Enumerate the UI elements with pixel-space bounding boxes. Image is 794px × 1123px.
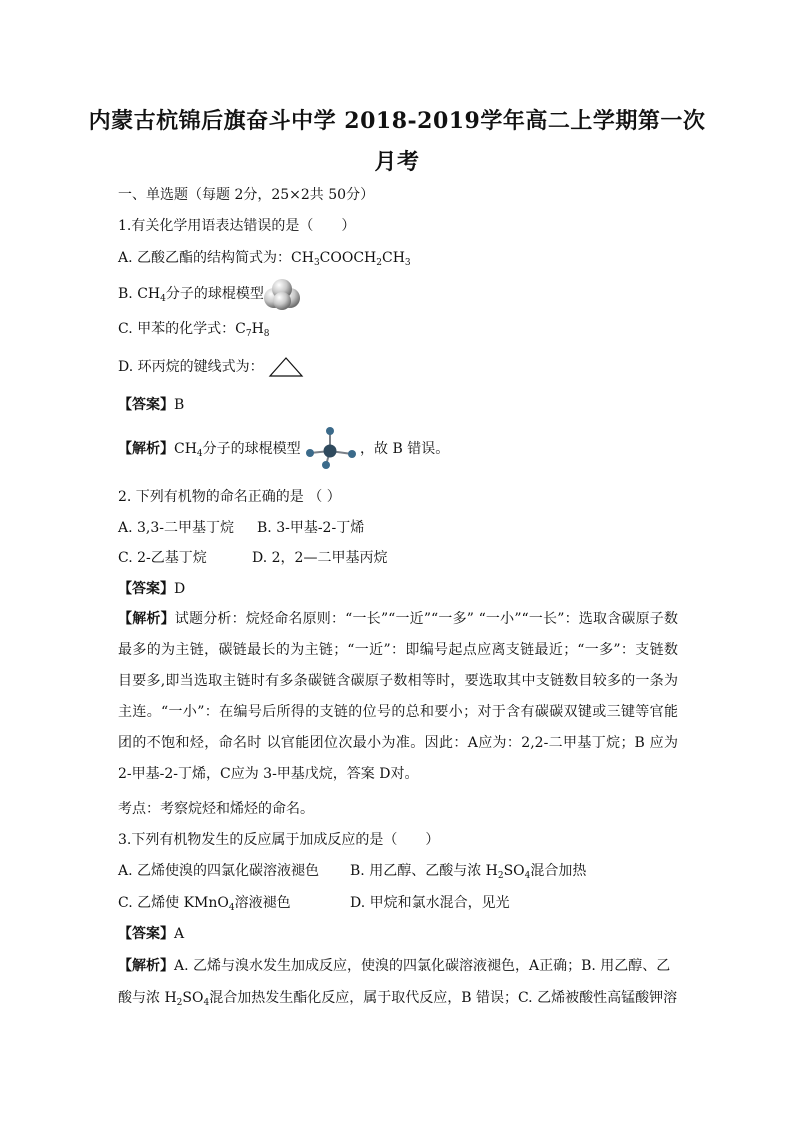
- section-heading: 一、单选题（每题 2分，25×2共 50分）: [118, 187, 375, 203]
- document-title-line1: 内蒙古杭锦后旗奋斗中学 2018-2019学年高二上学期第一次: [88, 108, 706, 134]
- document-title-line2: 月考: [374, 149, 420, 175]
- q3-option-c: C. 乙烯使 KMnO$_4$溶液褪色: [118, 895, 291, 913]
- q1-analysis: 【解析】$CH_4$分子的球棍模型: [118, 441, 301, 459]
- q2-option-d: D. 2，2—二甲基丙烷: [252, 550, 388, 566]
- methane-ball-stick-model-icon: [302, 425, 358, 469]
- q1-answer: 【答案】B: [118, 397, 185, 413]
- q2-stem: 2. 下列有机物的命名正确的是 （ ）: [118, 489, 341, 505]
- q2-option-b: B. 3-甲基-2-丁烯: [257, 520, 365, 536]
- q3-analysis-line1: 【解析】A. 乙烯与溴水发生加成反应，使溴的四氯化碳溶液褪色，A正确；B. 用乙醇、乙: [118, 958, 671, 974]
- q1-option-d: D. 环丙烷的键线式为：: [118, 359, 264, 375]
- cyclopropane-triangle-icon: [268, 356, 304, 378]
- q1-option-a: A. 乙酸乙酯的结构简式为：$CH_3COOCH_2CH_3$: [118, 250, 411, 268]
- q2-kaodian: 考点：考察烷烃和烯烃的命名。: [118, 801, 314, 817]
- q3-option-a: A. 乙烯使溴的四氯化碳溶液褪色: [118, 863, 320, 879]
- q2-option-c: C. 2-乙基丁烷: [118, 550, 207, 566]
- q3-option-b: B. 用乙醇、乙酸与浓 $H_2SO_4$混合加热: [350, 863, 587, 881]
- q2-analysis: 【解析】试题分析：烷烃命名原则：“一长”“一近”“一多” “一小”“一长”：选取含碳原子数最多的为主链，碳链最长的为主链；“一近”：即编号起点应离支链最近；“一多”：支链数目要多,即当选取主链时有多条碳链含碳原子数相等时，要选取其中支链数目较多的一条为主连。“一小”：在编号后所得的支链的位号的总和要小；对于含有碳碳双键或三键等官能团的不饱和烃，命名时 以官能团位次最小为准。因此：A应为：2,2-二甲基丁烷；B 应为 2-甲基-2-丁烯，C应为 3-甲基戊烷，答案 D对。: [118, 611, 678, 782]
- q2-answer: 【答案】D: [118, 581, 186, 597]
- q3-analysis-line2: 酸与浓 $H_2SO_4$混合加热发生酯化反应，属于取代反应，B 错误；C. 乙烯被酸性高锰酸钾溶: [118, 990, 678, 1008]
- q3-stem: 3.下列有机物发生的反应属于加成反应的是（ ）: [118, 832, 440, 848]
- q1-option-c: C. 甲苯的化学式：$C_7H_8$: [118, 321, 270, 339]
- q2-option-a: A. 3,3-二甲基丁烷: [118, 520, 235, 536]
- q3-option-d: D. 甲烷和氯水混合，见光: [350, 895, 510, 911]
- q1-analysis-tail: ，故 B 错误。: [360, 441, 450, 457]
- methane-space-filling-model-icon: [262, 276, 302, 312]
- q1-option-b: B. $CH_4$分子的球棍模型: [118, 286, 264, 304]
- q1-stem: 1.有关化学用语表达错误的是（ ）: [118, 218, 356, 234]
- q3-answer: 【答案】A: [118, 926, 185, 942]
